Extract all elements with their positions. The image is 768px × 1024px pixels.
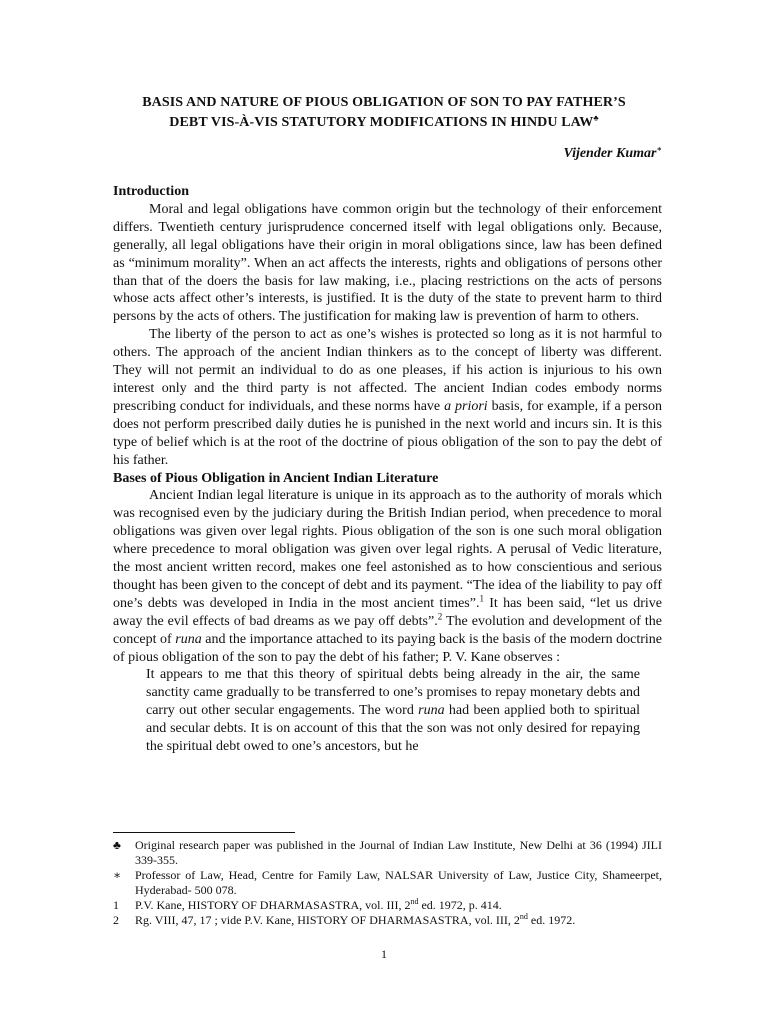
section-heading-introduction: Introduction [113, 184, 189, 199]
footnotes [113, 838, 662, 928]
footnote-marker: ∗ [113, 868, 122, 882]
footnote-text [135, 913, 662, 928]
footnote-text-pre: P.V. Kane, HISTORY OF DHARMASASTRA, vol. III, 2 [135, 898, 411, 912]
footnote-item [113, 868, 662, 898]
footnote-text-post: ed. 1972. [527, 913, 576, 927]
footnote-text-post: ed. 1972, p. 414. [418, 898, 502, 912]
quote-part-b: had been applied both to spiritual and secular debts. It is on account of this that the son was not only desired for repaying the spiritual debt owed to one’s ancestors, but he [146, 703, 641, 755]
title-footnote-mark: ♣ [593, 113, 599, 123]
title-line-2-text: DEBT VIS-À-VIS STATUTORY MODIFICATIONS IN HINDU LAW [169, 115, 594, 130]
quote-part-a: It appears to me that this theory of spiritual debts being already in the air, the same sanctity came gradually to be transferred to one’s promises to repay monetary debts and carry out other secular engagements. The word [146, 667, 640, 719]
paragraph-bases-1 [113, 487, 662, 666]
footnote-text [135, 898, 662, 913]
footnote-item [113, 838, 662, 868]
footnote-separator [113, 832, 295, 833]
paragraph-intro-1: Moral and legal obligations have common origin but the technology of their enforcement differs. Twentieth century jurisprudence concerned itself with legal obligations only. Because, generally, all legal obligations have their origin in moral obligations since, law has been defined as “minimum morality”. When an act affects the interests, rights and obligations of persons other than that of the doers the basis for law making, i.e., placing restrictions on the acts of persons whose acts affect other’s interests, is justified. It is the duty of the state to prevent harm to third persons by the acts of others. The justification for making law is prevention of harm to others. [113, 201, 662, 325]
title-line-2 [100, 113, 668, 133]
author-name [564, 146, 663, 162]
footnote-text-pre: Rg. VIII, 47, 17 ; vide P.V. Kane, HISTORY OF DHARMASASTRA, vol. III, 2 [135, 913, 520, 927]
footnote-item [113, 898, 662, 913]
footnote-text: Professor of Law, Head, Centre for Family Law, NALSAR University of Law, Justice City, Shameerpet, Hyderabad- 500 078. [135, 868, 662, 897]
paragraph-intro-2 [113, 326, 662, 469]
paragraph-bases-1-b: It has been said, “let us drive away the evil effects of bad dreams as we pay off debts”. [113, 595, 663, 629]
paragraph-intro-2-b: basis, for example, if a person does not perform prescribed daily duties he is punished in the next world and incurs sin. It is this type of belief which is at the root of the doctrine of pious obligation of the son to pay the debt of his father. [113, 398, 662, 468]
paragraph-intro-2-a: The liberty of the person to act as one’s wishes is protected so long as it is not harmful to others. The approach of the ancient Indian thinkers as to the concept of liberty was different. They will not permit an individual to do as one pleases, if his action is injurious to his own interest only and the third party is not affected. The ancient Indian codes embody norms prescribing conduct for individuals, and these norms have [113, 327, 662, 414]
block-quote-kane [146, 666, 640, 756]
paragraph-bases-1-c: The evolution and development of the concept of [113, 613, 663, 647]
paragraph-bases-1-a: Ancient Indian legal literature is unique in its approach as to the authority of morals which was recognised even by the judiciary during the British Indian period, when precedence to moral obligations was given over legal rights. Pious obligation of the son is one such moral obligation where precedence to moral obligation was given over legal rights. A perusal of Vedic literature, the most ancient written record, makes one feel astonished as to how conscientious and serious thought has been given to the concept of debt and its payment. “The idea of the liability to pay off one’s debts was developed in India in the most ancient times”. [113, 488, 662, 611]
footnote-text: Original research paper was published in the Journal of Indian Law Institute, New Delhi at 36 (1994) JILI 339-355. [135, 838, 662, 867]
footnote-marker: ♣ [113, 838, 121, 852]
author-name-text: Vijender Kumar [563, 146, 657, 161]
paper-title [100, 93, 668, 133]
footnote-marker: 2 [113, 913, 119, 927]
footnote-ordinal: nd [519, 912, 528, 921]
footnote-ref-2[interactable]: 2 [437, 611, 443, 622]
body-text [113, 183, 662, 756]
footnote-ordinal: nd [410, 897, 419, 906]
emphasis-runa: runa [175, 631, 202, 647]
title-line-1: BASIS AND NATURE OF PIOUS OBLIGATION OF SON TO PAY FATHER’S [142, 95, 626, 110]
author-footnote-mark: ∗ [656, 144, 662, 154]
footnote-marker: 1 [113, 898, 119, 912]
emphasis-a-priori: a priori [444, 398, 488, 414]
quote-emphasis-runa: runa [418, 703, 445, 719]
footnote-item [113, 913, 662, 928]
page-number: 1 [381, 947, 387, 961]
paragraph-bases-1-d: and the importance attached to its paying back is the basis of the modern doctrine of pious obligation of the son to pay the debt of his father; P. V. Kane observes : [113, 631, 662, 665]
section-heading-bases: Bases of Pious Obligation in Ancient Indian Literature [113, 470, 439, 486]
footnote-ref-1[interactable]: 1 [479, 593, 484, 604]
